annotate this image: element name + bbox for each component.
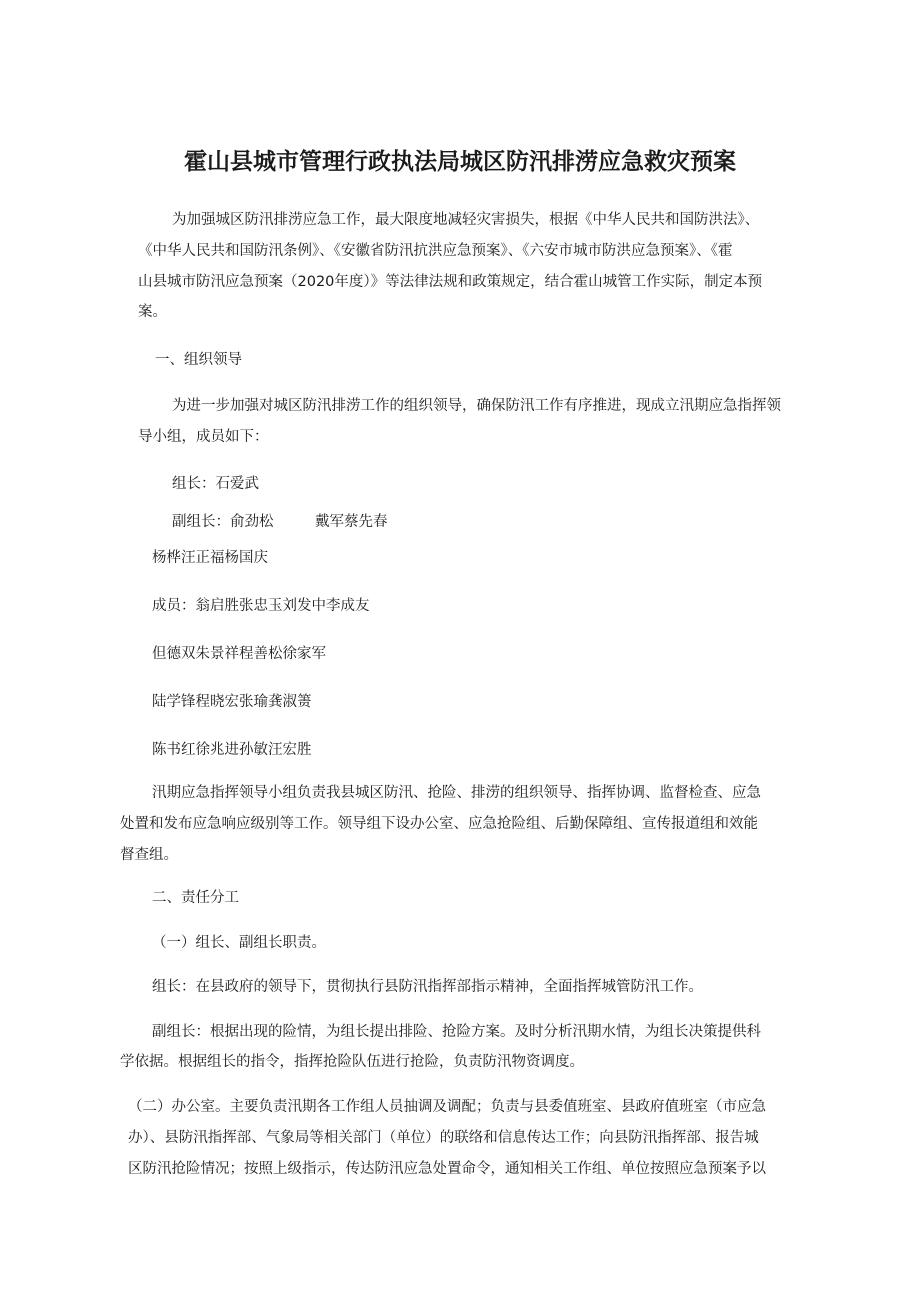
deputy-names: 杨桦汪正福杨国庆	[152, 550, 268, 566]
paragraph-line: 导小组，成员如下：	[138, 429, 269, 445]
deputy-names: 戴军蔡先春	[315, 514, 388, 530]
member-line: 陆学锋程晓宏张瑜龚淑箦	[152, 694, 312, 710]
intro-line: 《中华人民共和国防汛条例》、《安徽省防汛抗洪应急预案》、《六安市城市防洪应急预案》、《霍	[138, 243, 733, 259]
office-line: 办）、县防汛指挥部、气象局等相关部门（单位）的联络和信息传达工作；向县防汛指挥部、报告城	[128, 1130, 759, 1146]
intro-line: 案。	[138, 304, 167, 320]
member-line: 陈书红徐兆进孙敏汪宏胜	[152, 742, 312, 758]
duty-line: 督查组。	[120, 847, 178, 863]
intro-line: 山县城市防汛应急预案（2020年度）》等法律法规和政策规定，结合霍山城管工作实际，制定本预	[138, 274, 763, 290]
duty-line: 处置和发布应急响应级别等工作。领导组下设办公室、应急抢险组、后勤保障组、宣传报道组和效能	[120, 816, 758, 832]
duty-line: 汛期应急指挥领导小组负责我县城区防汛、抢险、排涝的组织领导、指挥协调、监督检查、应急	[152, 785, 761, 801]
office-line: 区防汛抢险情况；按照上级指示，传达防汛应急处置命令，通知相关工作组、单位按照应急预案予以	[128, 1161, 766, 1177]
intro-line: 为加强城区防汛排涝应急工作，最大限度地减轻灾害损失，根据《中华人民共和国防洪法》、	[172, 212, 760, 228]
deputy-duty-line: 副组长：根据出现的险情，为组长提出排险、抢险方案。及时分析汛期水情，为组长决策提供科	[152, 1024, 761, 1040]
leader-duty-line: 组长：在县政府的领导下，贯彻执行县防汛指挥部指示精神，全面指挥城管防汛工作。	[152, 979, 703, 995]
section-heading: 一、组织领导	[155, 352, 242, 368]
leader-line: 组长：石爱武	[172, 476, 259, 492]
office-line: （二）办公室。主要负责汛期各工作组人员抽调及调配；负责与县委值班室、县政府值班室（市应急	[128, 1099, 766, 1115]
deputy-duty-line: 学依据。根据组长的指令，指挥抢险队伍进行抢险，负责防汛物资调度。	[120, 1054, 584, 1070]
document-title: 霍山县城市管理行政执法局城区防汛排涝应急救灾预案	[184, 149, 736, 175]
paragraph-line: 为进一步加强对城区防汛排涝工作的组织领导，确保防汛工作有序推进，现成立汛期应急指挥领	[172, 398, 781, 414]
deputy-line: 副组长：俞劲松	[172, 514, 274, 530]
section-heading: 二、责任分工	[152, 890, 239, 906]
member-line: 但德双朱景祥程善松徐家军	[152, 646, 326, 662]
member-line: 成员：翁启胜张忠玉刘发中李成友	[152, 598, 370, 614]
sub-heading: （一）组长、副组长职责。	[152, 935, 326, 951]
